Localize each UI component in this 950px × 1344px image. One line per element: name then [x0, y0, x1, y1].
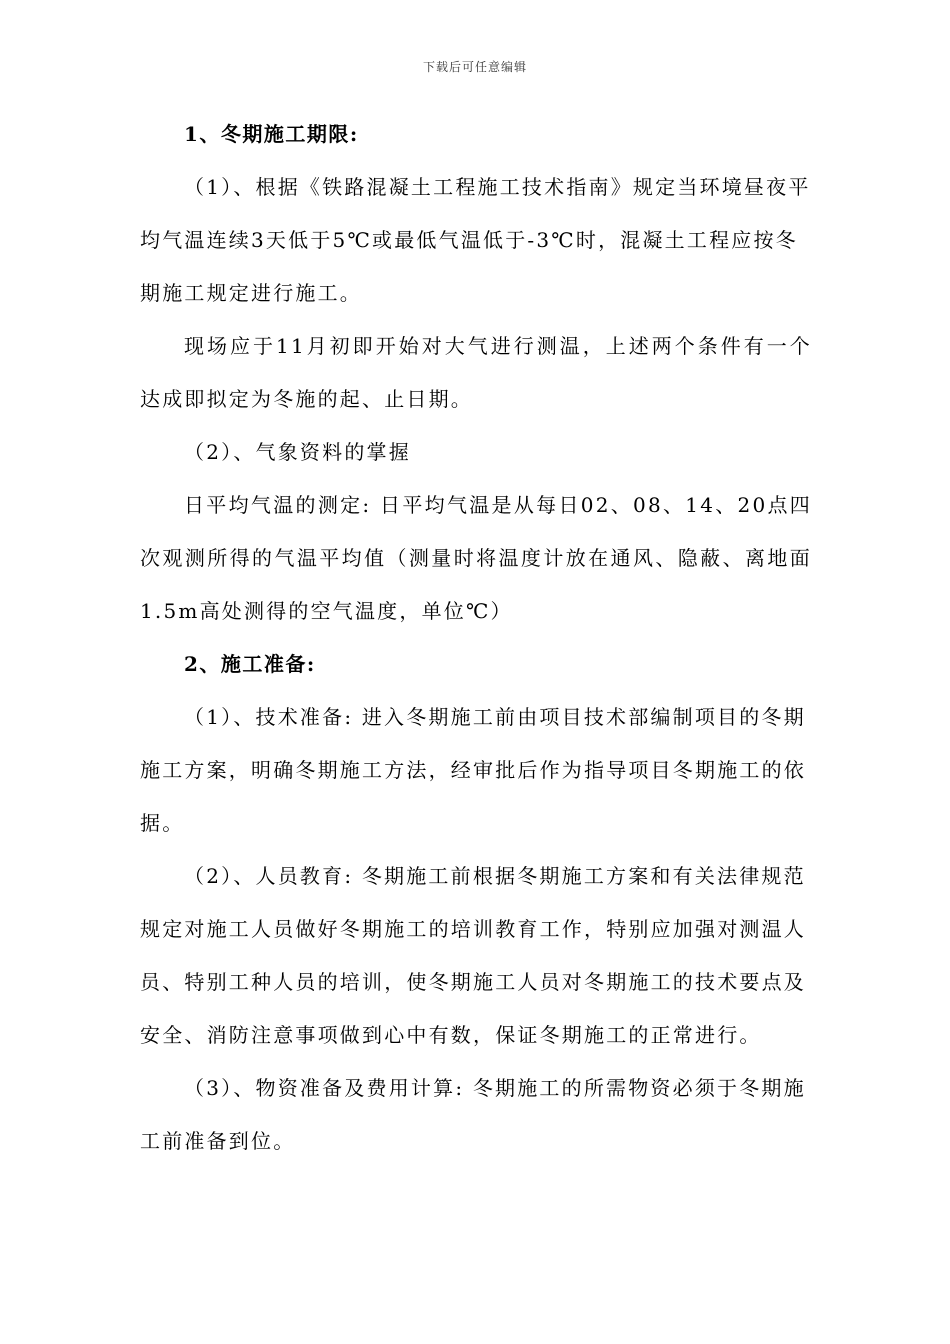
section-2-item-1: （1）、技术准备: 进入冬期施工前由项目技术部编制项目的冬期施工方案，明确冬期施工方法，经审批后作为指导项目冬期施工的依据。: [140, 705, 806, 835]
section-2-item-2: （2）、人员教育: 冬期施工前根据冬期施工方案和有关法律规范规定对施工人员做好冬期施工的培训教育工作，特别应加强对测温人员、特别工种人员的培训，使冬期施工人员对冬期施工的技术要点及安全、消防注意事项做到心中有数，保证冬期施工的正常进行。: [140, 864, 806, 1047]
section-1-paragraph-daily-temp: 日平均气温的测定: 日平均气温是从每日02、08、14、20点四次观测所得的气温平均值（测量时将温度计放在通风、隐蔽、离地面1.5m高处测得的空气温度，单位℃）: [140, 493, 812, 623]
section-2-item-3: （3）、物资准备及费用计算: 冬期施工的所需物资必须于冬期施工前准备到位。: [140, 1076, 806, 1153]
section-1-paragraph-measurement: 现场应于11月初即开始对大气进行测温，上述两个条件有一个达成即拟定为冬施的起、止日期。: [140, 334, 812, 411]
section-2-heading: 2、施工准备:: [184, 652, 316, 676]
document-body: [140, 108, 812, 1168]
section-1-item-1: （1）、根据《铁路混凝土工程施工技术指南》规定当环境昼夜平均气温连续3天低于5℃或最低气温低于-3℃时，混凝土工程应按冬期施工规定进行施工。: [140, 175, 811, 305]
page-header-note: 下载后可任意编辑: [422, 60, 527, 74]
section-1-heading: 1、冬期施工期限:: [184, 122, 359, 146]
section-1-item-2: （2）、气象资料的掌握: [184, 440, 411, 464]
